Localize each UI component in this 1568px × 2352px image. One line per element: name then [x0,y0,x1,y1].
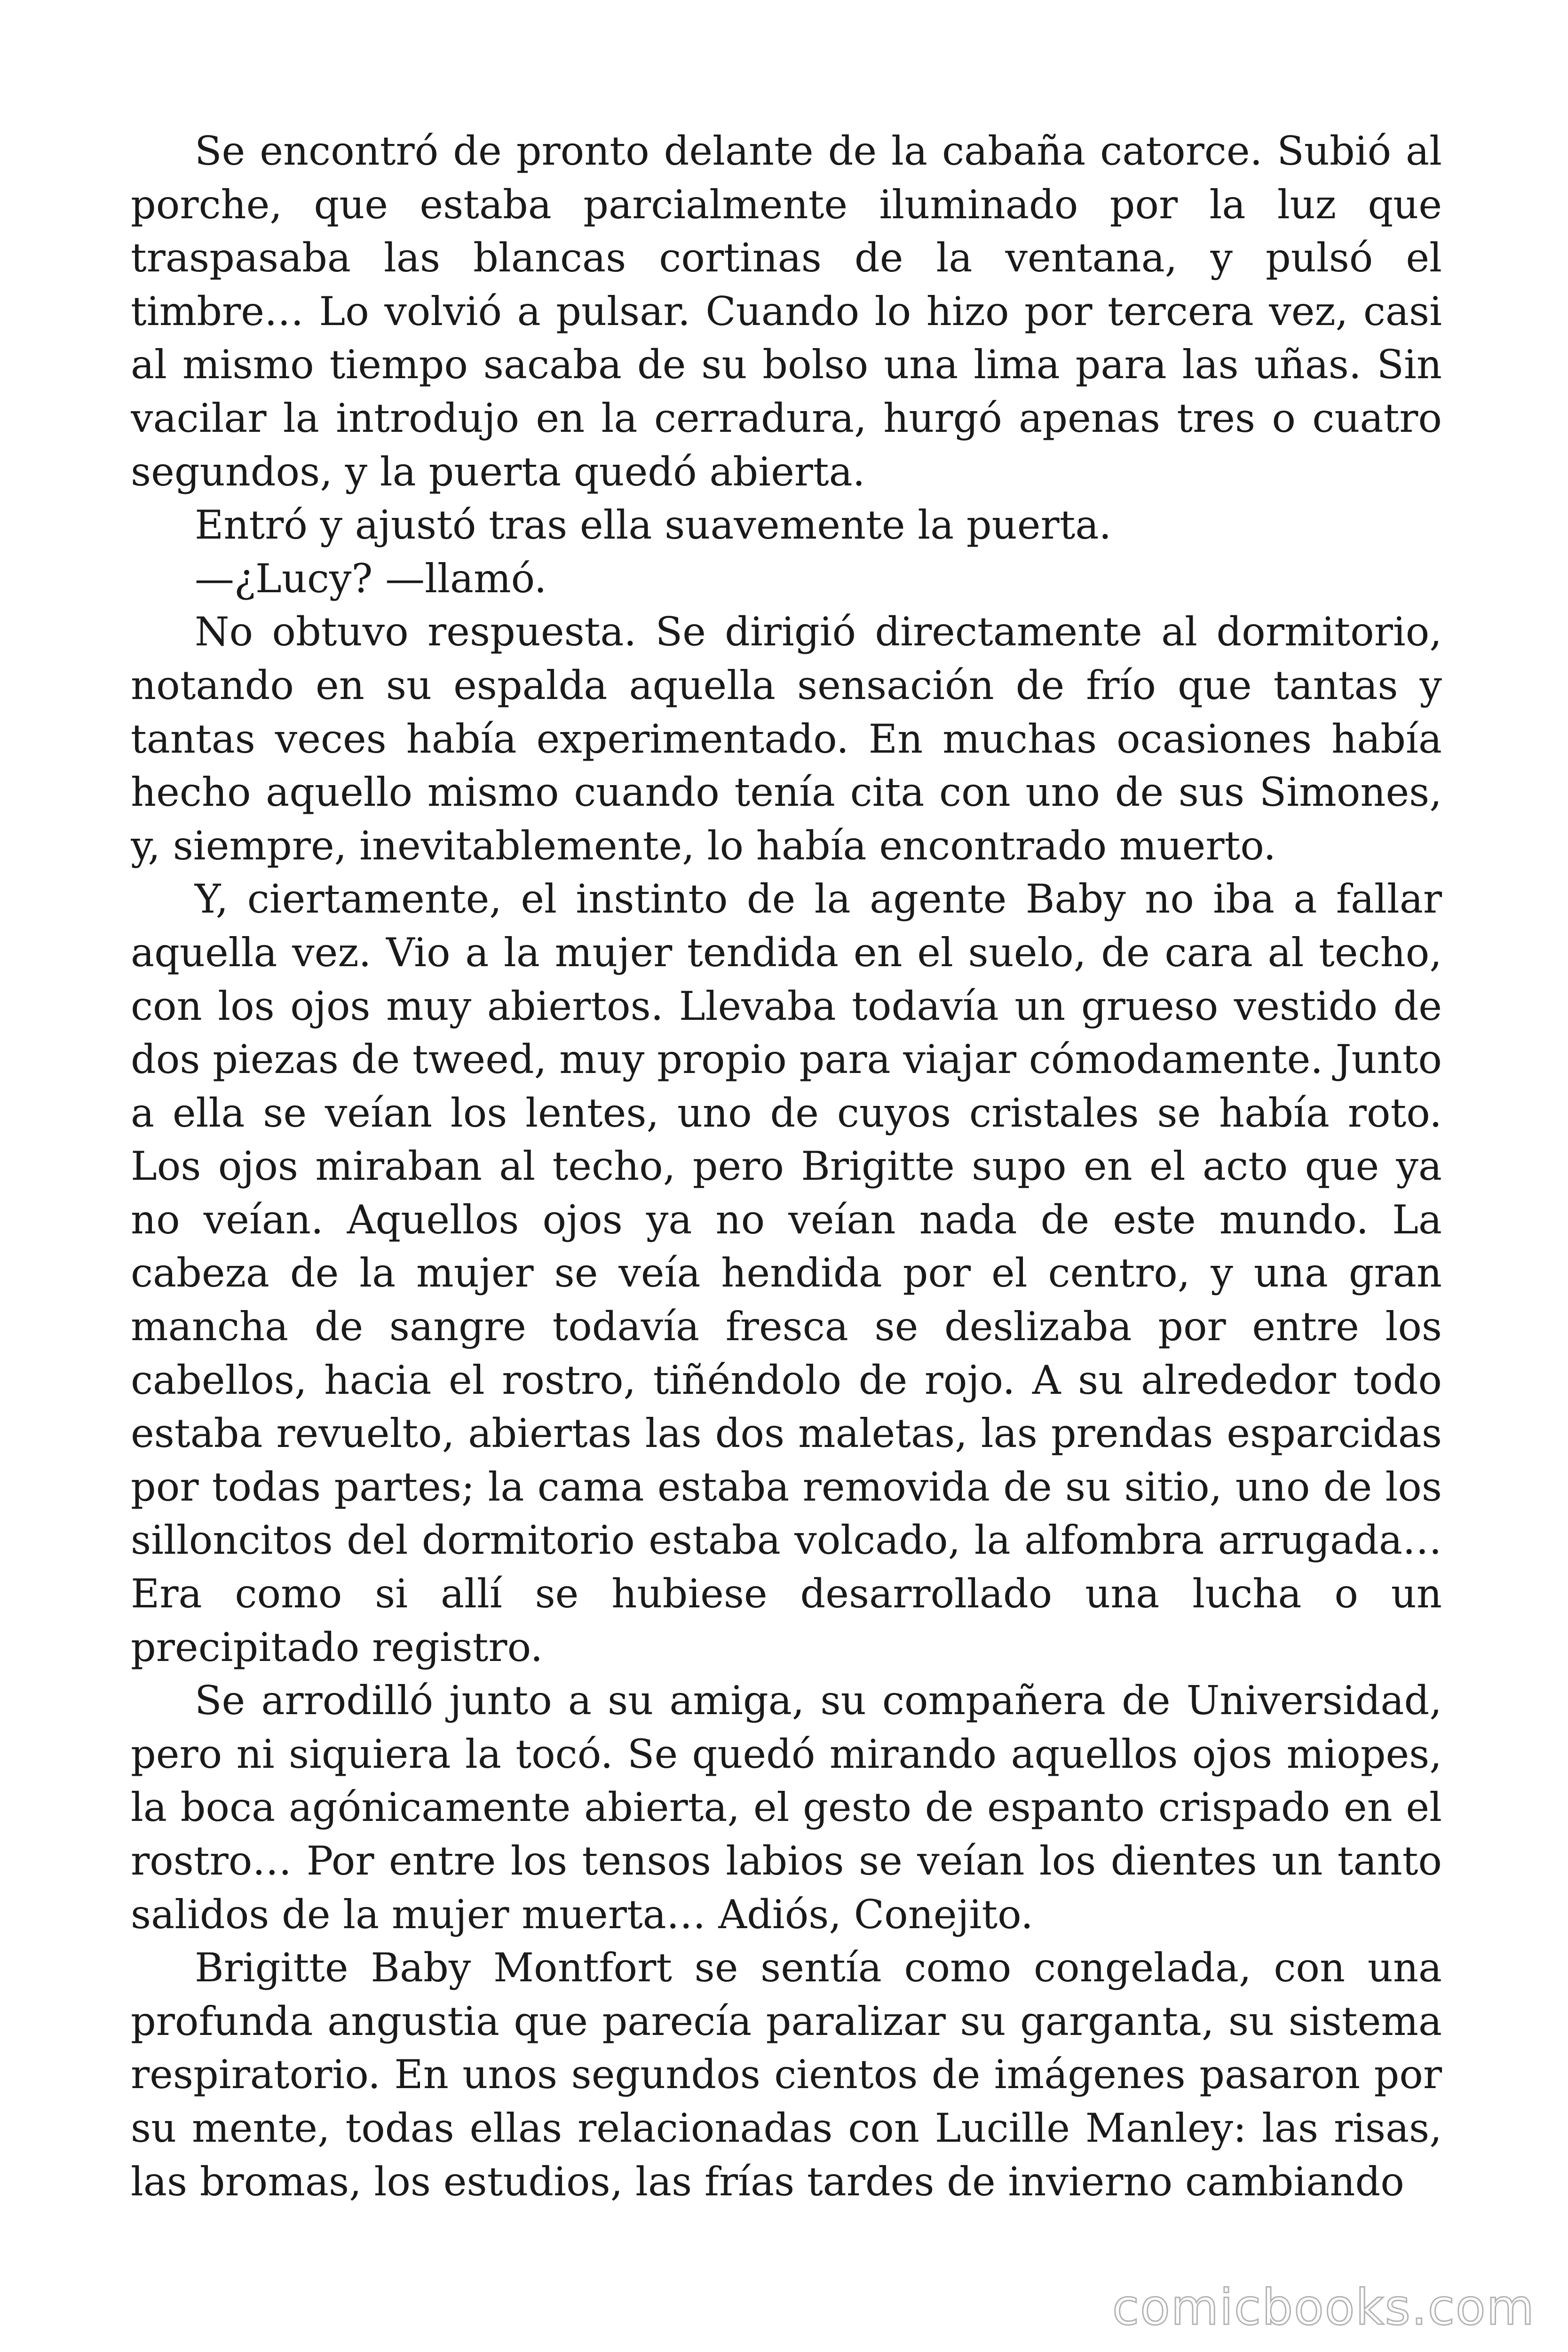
paragraph: —¿Lucy? —llamó. [195,555,547,602]
paragraph: Se encontró de pronto delante de la cabaña catorce. Subió al porche, que estaba parcialmente iluminado por la luz que traspasaba las blancas cortinas de la ventana, y pulsó el timbre… Lo volvió a pulsar. Cuando lo hizo por tercera vez, casi al mismo tiempo sacaba de su bolso una lima para las uñas. Sin vacilar la introdujo en la cerradura, hurgó apenas tres o cuatro segundos, y la puerta quedó abierta. [131,128,1442,495]
paragraph: Brigitte Baby Montfort se sentía como congelada, con una profunda angustia que parecía paralizar su garganta, su sistema respiratorio. En unos segundos cientos de imágenes pasaron por su mente, todas ellas relacionadas con Lucille Manley: las risas, las bromas, los estudios, las frías tardes de invierno cambiando [131,1945,1442,2205]
paragraph: Y, ciertamente, el instinto de la agente Baby no iba a fallar aquella vez. Vio a la mujer tendida en el suelo, de cara al techo, con los ojos muy abiertos. Llevaba todavía un grueso vestido de dos piezas de tweed, muy propio para viajar cómodamente. Junto a ella se veían los lentes, uno de cuyos cristales se había roto. Los ojos miraban al techo, pero Brigitte supo en el acto que ya no veían. Aquellos ojos ya no veían nada de este mundo. La cabeza de la mujer se veía hendida por el centro, y una gran mancha de sangre todavía fresca se deslizaba por entre los cabellos, hacia el rostro, tiñéndolo de rojo. A su alrededor todo estaba revuelto, abiertas las dos maletas, las prendas esparcidas por todas partes; la cama estaba removida de su sitio, uno de los silloncitos del dormitorio estaba volcado, la alfombra arrugada… Era como si allí se hubiese desarrollado una lucha o un precipitado registro. [131,876,1442,1670]
watermark: comicbooks.com [1112,2279,1535,2336]
paragraph: Entró y ajustó tras ella suavemente la puerta. [195,502,1112,548]
paragraph: Se arrodilló junto a su amiga, su compañera de Universidad, pero ni siquiera la tocó. Se quedó mirando aquellos ojos miopes, la boca agónicamente abierta, el gesto de espanto crispado en el rostro… Por entre los tensos labios se veían los dientes un tanto salidos de la mujer muerta… Adiós, Conejito. [131,1677,1442,1938]
page-body [131,125,1442,2241]
paragraph: No obtuvo respuesta. Se dirigió directamente al dormitorio, notando en su espalda aquella sensación de frío que tantas y tantas veces había experimentado. En muchas ocasiones había hecho aquello mismo cuando tenía cita con uno de sus Simones, y, siempre, inevitablemente, lo había encontrado muerto. [131,609,1442,869]
